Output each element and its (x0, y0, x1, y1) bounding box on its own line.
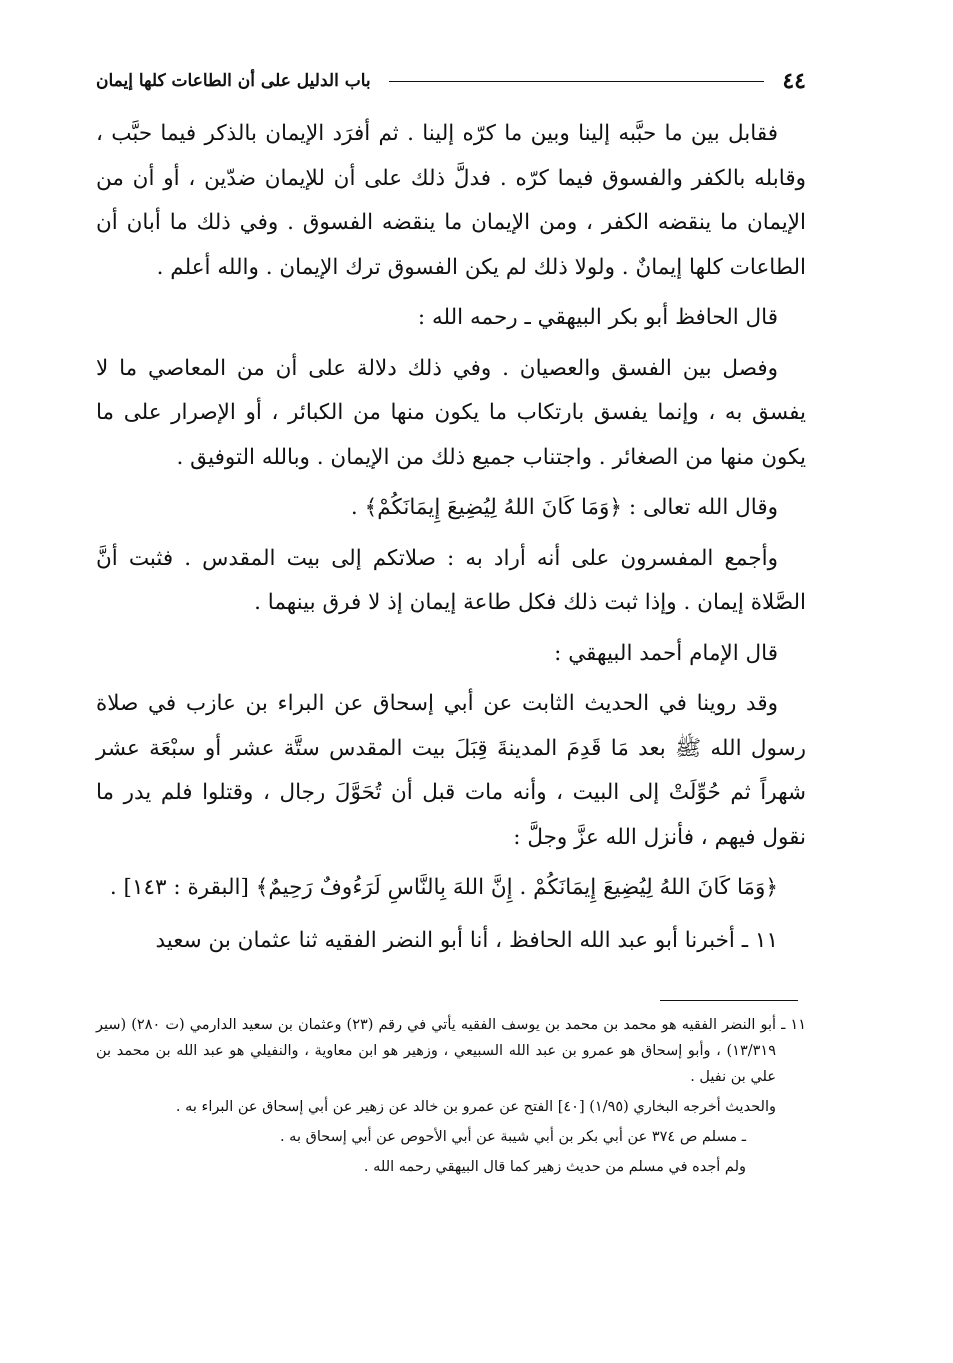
section-heading: قال الحافظ أبو بكر البيهقي ـ رحمه الله : (417, 305, 778, 330)
header-rule (389, 81, 765, 82)
footnote: ـ مسلم ص ٣٧٤ عن أبي بكر بن أبي شيبة عن أبي الأحوص عن أبي إسحاق به . (279, 1129, 746, 1145)
section-heading: قال الإمام أحمد البيهقي : (554, 640, 778, 666)
footnote: ١١ ـ أبو النضر الفقيه هو محمد بن محمد بن يوسف الفقيه يأتي في رقم (٢٣) وعثمان بن سعيد الدارمي (ت ٢٨٠) (سير ١٣/٣١٩) ، وأبو إسحاق هو عمرو بن عبد الله السبيعي ، وزهير هو ابن معاوية ، والنفيلي هو عبد الله بن محمد بن علي بن نفيل . (96, 1017, 806, 1085)
footnote: ولم أجده في مسلم من حديث زهير كما قال البيهقي رحمه الله . (363, 1159, 746, 1175)
paragraph: وقد روينا في الحديث الثابت عن أبي إسحاق عن البراء بن عازب في صلاة رسول الله ﷺ بعد مَا قَدِمَ المدينةَ قِبَلَ بيت المقدس ستَّة عشر أو سبْعَة عشر شهراً ثم حُوِّلَتْ إلى البيت ، وأنه مات قبل أن تُحَوَّلَ رجال ، وقتلوا فلم يدر ما نقول فيهم ، فأنزل الله عزَّ وجلَّ : (96, 691, 806, 850)
quran-quote: ﴿وَمَا كَانَ اللهُ لِيُضِيعَ إِيمَانَكُمْ . إِنَّ اللهَ بِالنَّاسِ لَرَءُوفٌ رَحِيمٌ﴾ [البقرة : ١٤٣] . (109, 875, 778, 900)
footnotes (96, 1012, 806, 1184)
main-text (96, 112, 806, 969)
page-header (96, 64, 806, 98)
hadith-paragraph: ١١ ـ أخبرنا أبو عبد الله الحافظ ، أنا أبو النضر الفقيه ثنا عثمان بن سعيد (155, 927, 778, 953)
running-title: باب الدليل على أن الطاعات كلها إيمان (96, 71, 371, 91)
paragraph: وأجمع المفسرون على أنه أراد به : صلاتكم إلى بيت المقدس . فثبت أنَّ الصَّلاة إيمان . وإذا ثبت ذلك فكل طاعة إيمان إذ لا فرق بينهما . (96, 545, 806, 615)
footnote-separator (660, 1000, 798, 1001)
paragraph: وفصل بين الفسق والعصيان . وفي ذلك دلالة على أن من المعاصي ما لا يفسق به ، وإنما يفسق بارتكاب ما يكون منها من الكبائر ، أو الإصرار على ما يكون منها من الصغائر . واجتناب جميع ذلك من الإيمان . وبالله التوفيق . (96, 355, 806, 470)
page-number: ٤٤ (782, 68, 806, 94)
footnote: والحديث أخرجه البخاري (١/٩٥) [٤٠] الفتح عن عمرو بن خالد عن زهير عن أبي إسحاق عن البراء به . (175, 1099, 776, 1115)
paragraph: فقابل بين ما حبَّبه إلينا وبين ما كرّه إلينا . ثم أفرَد الإيمان بالذكر فيما حبَّب ، وقابله بالكفر والفسوق فيما كرّه . فدلَّ ذلك على أن للإيمان ضدّين ، أو أن من الإيمان ما ينقضه الكفر ، ومن الإيمان ما ينقضه الفسوق . وفي ذلك ما أبان أن الطاعات كلها إيمانٌ . ولولا ذلك لم يكن الفسوق ترك الإيمان . والله أعلم . (96, 121, 806, 280)
quran-quote: وقال الله تعالى : ﴿وَمَا كَانَ اللهُ لِيُضِيعَ إِيمَانَكُمْ﴾ . (350, 495, 778, 520)
